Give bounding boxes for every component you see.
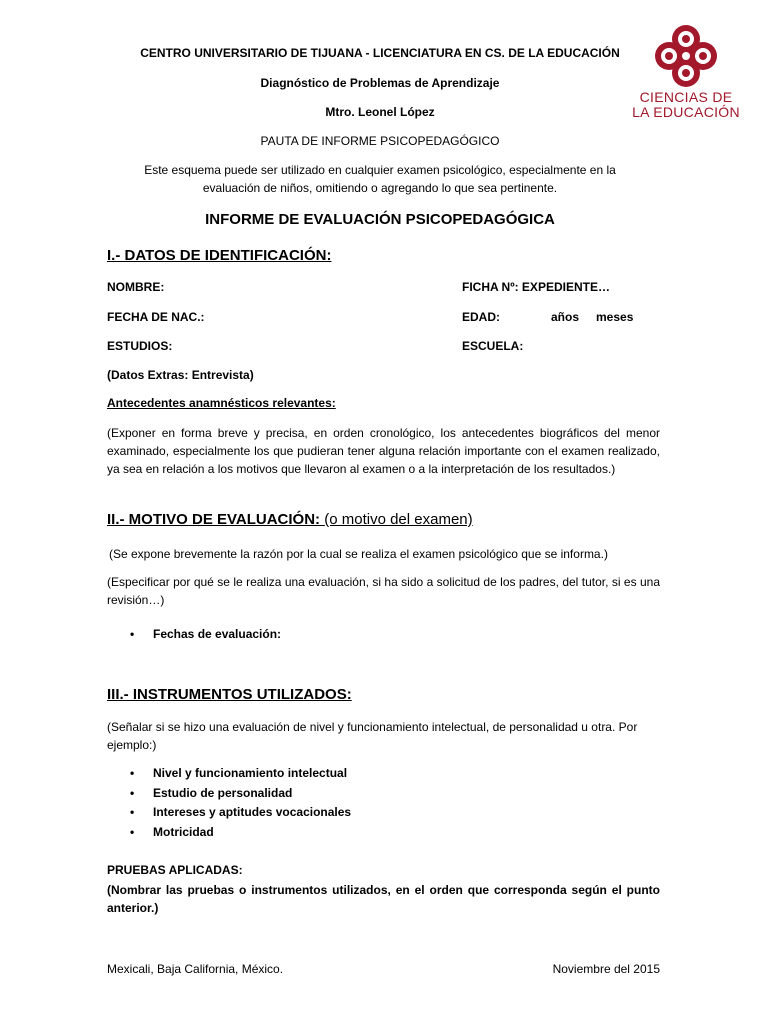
section2-heading (107, 511, 473, 528)
section2-text-2: (Especificar por qué se le realiza una evaluación, si ha sido a solicitud de los padres, del tutor, si es una revisión…) (107, 575, 660, 607)
section2-bullet-list (107, 625, 281, 645)
pruebas-heading: PRUEBAS APLICADAS: (107, 863, 243, 877)
header-subtitle: PAUTA DE INFORME PSICOPEDAGÓGICO (260, 134, 500, 148)
antecedentes-text: (Exponer en forma breve y precisa, en orden cronológico, los antecedentes biográficos del menor examinado, especialmente los que pudieran tener alguna relación importante con el examen realizado, ya sea en relación a los motivos que llevaron al examen o a la interpretación de los resultados.) (107, 426, 660, 476)
section1-heading: I.- DATOS DE IDENTIFICACIÓN: (107, 247, 332, 264)
footer-date: Noviembre del 2015 (552, 962, 660, 976)
footer-location: Mexicali, Baja California, México. (107, 962, 284, 976)
field-estudios: ESTUDIOS: (107, 339, 173, 353)
field-ficha: FICHA Nº: EXPEDIENTE… (462, 280, 610, 294)
header-teacher: Mtro. Leonel López (325, 105, 435, 119)
field-fecha-nac: FECHA DE NAC.: (107, 310, 205, 324)
logo-line1: CIENCIAS DE (639, 89, 733, 105)
section3-text: (Señalar si se hizo una evaluación de nivel y funcionamiento intelectual, de personalidad u otra. Por ejemplo:) (107, 720, 638, 752)
list-item: • Motricidad (107, 823, 351, 843)
section2-text-1: (Se expone brevemente la razón por la cual se realiza el examen psicológico que se informa.) (109, 547, 608, 561)
intro-line-1: Este esquema puede ser utilizado en cualquier examen psicológico, especialmente en la (144, 163, 616, 177)
intro-line-2: evaluación de niños, omitiendo o agregando lo que sea pertinente. (202, 181, 558, 195)
list-item: • Nivel y funcionamiento intelectual (107, 764, 351, 784)
field-nombre: NOMBRE: (107, 280, 165, 294)
section2-heading-paren: (o motivo del examen) (324, 511, 473, 528)
list-item: • Intereses y aptitudes vocacionales (107, 803, 351, 823)
logo-line2: LA EDUCACIÓN (632, 104, 740, 120)
section3-heading: III.- INSTRUMENTOS UTILIZADOS: (107, 686, 352, 703)
list-item: • Fechas de evaluación: (107, 625, 281, 645)
datos-extras: (Datos Extras: Entrevista) (107, 368, 254, 382)
antecedentes-heading: Antecedentes anamnésticos relevantes: (107, 396, 336, 410)
pruebas-text: (Nombrar las pruebas o instrumentos utilizados, en el orden que corresponda según el punto anterior.) (107, 883, 660, 915)
section3-bullet-list (107, 764, 351, 842)
field-anos: años (551, 310, 580, 324)
field-escuela: ESCUELA: (462, 339, 524, 353)
header-course: Diagnóstico de Problemas de Aprendizaje (260, 76, 500, 90)
header-institution: CENTRO UNIVERSITARIO DE TIJUANA - LICENCIATURA EN CS. DE LA EDUCACIÓN (140, 46, 620, 60)
field-edad: EDAD: (462, 310, 500, 324)
list-item: • Estudio de personalidad (107, 784, 351, 804)
flower-logo-icon (653, 24, 719, 88)
report-title: INFORME DE EVALUACIÓN PSICOPEDAGÓGICA (205, 211, 555, 228)
field-meses: meses (596, 310, 634, 324)
section2-heading-main: II.- MOTIVO DE EVALUACIÓN: (107, 511, 325, 528)
